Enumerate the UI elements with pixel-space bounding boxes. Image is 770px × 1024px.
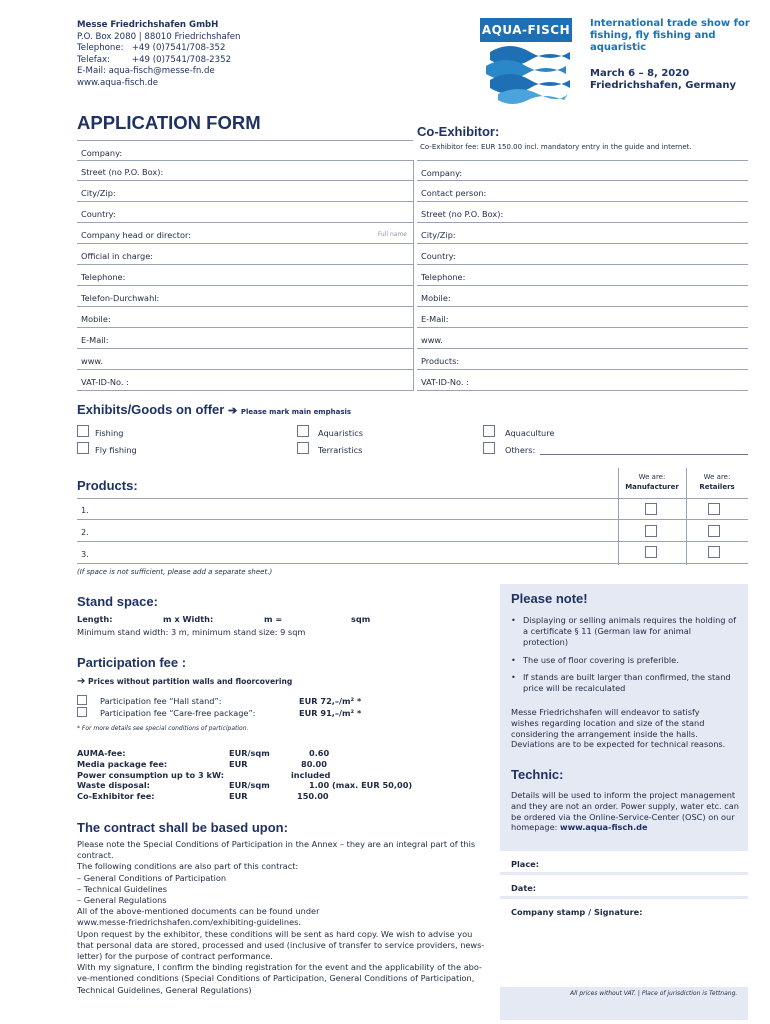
aquaristics-checkbox[interactable] <box>297 425 309 437</box>
exhibitor-field-11-label: www. <box>81 356 103 366</box>
stand-length-label: Length: <box>77 614 113 624</box>
text-line: wishes regarding location and size of the stand <box>511 717 705 728</box>
place-field[interactable] <box>500 851 748 872</box>
coexhibitor-field-4[interactable] <box>417 223 748 244</box>
aqua-fisch-logo <box>480 18 572 104</box>
fee-row <box>77 791 417 802</box>
care-free-label: Participation fee “Care-free package”: <box>100 708 256 718</box>
org-email: E-Mail: aqua-fisch@messe-fn.de <box>77 66 215 77</box>
coexhibitor-field-9[interactable] <box>417 328 748 349</box>
exhibitor-field-6[interactable] <box>77 244 413 265</box>
exhibitor-field-9-label: Mobile: <box>81 314 111 324</box>
product-3-manufacturer-checkbox[interactable] <box>645 546 657 558</box>
fee-row <box>77 759 417 770</box>
retailers-label: Retailers <box>699 483 735 491</box>
exhibitor-field-4-label: Country: <box>81 209 116 219</box>
text-line: Please note the Special Conditions of Participation in the Annex – they are an integral part of this <box>77 839 476 849</box>
text-line: – General Regulations <box>77 895 167 906</box>
coexhibitor-field-7-label: Mobile: <box>421 293 451 303</box>
contract-title: The contract shall be based upon: <box>77 820 288 835</box>
note-bullet-2-marker: • <box>511 655 516 665</box>
terraristics-checkbox[interactable] <box>297 442 309 454</box>
product-row-1-label: 1. <box>81 505 89 515</box>
text-line: Displaying or selling animals requires the holding of <box>523 615 736 625</box>
care-free-price: EUR 91,–/m² * <box>299 708 362 718</box>
fees-table <box>77 748 417 802</box>
coexhibitor-fee-note: Co-Exhibitor fee: EUR 150.00 incl. mandatory entry in the guide and internet. <box>420 143 692 151</box>
others-checkbox[interactable] <box>483 442 495 454</box>
fee-label: Power consumption up to 3 kW: <box>77 769 225 780</box>
coexhibitor-field-8[interactable] <box>417 307 748 328</box>
contract-text <box>77 839 497 996</box>
product-3-retailer-checkbox[interactable] <box>708 546 720 558</box>
coexhibitor-field-1[interactable] <box>417 160 748 181</box>
exhibitor-field-5[interactable] <box>77 223 413 244</box>
coexhibitor-field-2-label: Contact person: <box>421 188 487 198</box>
participation-footnote: * For more details see special conditions of participation. <box>77 725 249 732</box>
text-line: that personal data are stored, processed and used (inclusive of transfer to service providers, news- <box>77 939 485 950</box>
column-divider <box>413 160 414 391</box>
date-label: Date: <box>511 883 537 893</box>
product-1-manufacturer-checkbox[interactable] <box>645 503 657 515</box>
fee-value: 150.00 <box>297 791 329 802</box>
text-line: Details will be used to inform the project management <box>511 790 736 800</box>
fly-fishing-checkbox[interactable] <box>77 442 89 454</box>
note-bullet-2 <box>523 655 679 666</box>
coexhibitor-field-5[interactable] <box>417 244 748 265</box>
participation-title: Participation fee : <box>77 655 187 670</box>
fee-value: 0.60 <box>309 748 330 758</box>
fee-unit: EUR/sqm <box>229 748 270 758</box>
aquaculture-label: Aquaculture <box>505 428 555 438</box>
please-note-title: Please note! <box>511 591 588 606</box>
exhibitor-field-10-label: E-Mail: <box>81 335 109 345</box>
exhibitor-field-2[interactable] <box>77 160 413 181</box>
homepage-label: homepage: <box>511 822 558 832</box>
footer-note: All prices without VAT. | Place of jurisdiction is Tettnang. <box>570 990 738 997</box>
coexhibitor-field-6-label: Telephone: <box>421 272 466 282</box>
fee-label: Co-Exhibitor fee: <box>77 791 155 802</box>
coexhibitor-field-1-label: Company: <box>421 168 463 178</box>
exhibitor-field-8-label: Telefon-Durchwahl: <box>81 293 160 303</box>
exhibitor-field-2-label: Street (no P.O. Box): <box>81 167 164 177</box>
wave-logo-icon <box>480 42 572 104</box>
product-row-3-label: 3. <box>81 549 89 559</box>
text-line: Upon request by the exhibitor, these conditions will be sent as hard copy. We wish to advise you <box>77 928 473 939</box>
others-label: Others: <box>505 445 536 455</box>
text-line: The use of floor covering is preferible. <box>523 655 679 665</box>
product-row-2-label: 2. <box>81 527 89 537</box>
technic-title: Technic: <box>511 767 564 782</box>
note-bullet-3-marker: • <box>511 672 516 682</box>
fee-value: 1.00 (max. EUR 50,00) <box>309 780 413 791</box>
note-bullet-1-marker: • <box>511 615 516 625</box>
exhibitor-field-7[interactable] <box>77 265 413 286</box>
technic-text <box>511 790 739 822</box>
exhibitor-field-1[interactable] <box>77 140 413 161</box>
show-location: Friedrichshafen, Germany <box>590 80 736 91</box>
coexhibitor-title: Co-Exhibitor: <box>417 124 500 139</box>
fee-label: AUMA-fee: <box>77 748 126 758</box>
org-telefax: Telefax: +49 (0)7541/708-2352 <box>77 54 232 65</box>
fee-unit: EUR <box>229 791 248 802</box>
text-line: If stands are built larger than confirmed, the stand <box>523 672 731 682</box>
coexhibitor-field-11[interactable] <box>417 370 748 391</box>
terraristics-label: Terraristics <box>318 445 363 455</box>
note-bullet-3 <box>523 672 731 694</box>
text-line: and they are not an order. Power supply, water etc. can <box>511 800 739 811</box>
exhibits-title-text: Exhibits/Goods on offer <box>77 402 225 417</box>
exhibitor-field-9[interactable] <box>77 307 413 328</box>
stand-space-title: Stand space: <box>77 594 158 609</box>
signature-field[interactable] <box>500 899 748 987</box>
show-date-range: March 6 – 8, 2020 <box>590 68 690 79</box>
text-line: letter) for the purpose of contract performance. <box>77 951 273 962</box>
stand-minimum: Minimum stand width: 3 m, minimum stand size: 9 sqm <box>77 627 306 637</box>
text-line: a certificate § 11 (German law for animal <box>523 625 692 636</box>
text-line: Deviations are to be expected for technical reasons. <box>511 739 726 750</box>
organizer-address <box>77 20 240 90</box>
text-line: price will be recalculated <box>523 682 626 693</box>
org-telephone: Telephone: +49 (0)7541/708-352 <box>77 43 226 54</box>
coexhibitor-field-10-label: Products: <box>421 356 460 366</box>
text-line: protection) <box>523 636 569 647</box>
fishing-checkbox[interactable] <box>77 425 89 437</box>
fee-row <box>77 780 417 791</box>
hall-stand-price: EUR 72,–/m² * <box>299 696 362 706</box>
coexhibitor-field-10[interactable] <box>417 349 748 370</box>
text-line: The following conditions are also part of this contract: <box>77 861 299 872</box>
coexhibitor-field-9-label: www. <box>421 335 443 345</box>
fee-row <box>77 770 417 781</box>
text-line: – Technical Guidelines <box>77 883 167 894</box>
exhibitor-field-3-label: City/Zip: <box>81 188 116 198</box>
hall-stand-label: Participation fee “Hall stand”: <box>100 696 222 706</box>
fee-unit: EUR/sqm <box>229 780 270 791</box>
exhibitor-field-12-label: VAT-ID-No. : <box>81 377 129 387</box>
exhibits-title <box>77 402 351 417</box>
product-2-retailer-checkbox[interactable] <box>708 525 720 537</box>
org-postal: P.O. Box 2080 | 88010 Friedrichshafen <box>77 31 241 42</box>
exhibitor-field-11[interactable] <box>77 349 413 370</box>
fee-unit: EUR <box>229 758 248 769</box>
text-line: be ordered via the Online-Service-Center (OSC) on our <box>511 811 735 822</box>
text-line: ve-mentioned conditions (Special Conditions of Participation, General Conditions of Participation, <box>77 973 475 984</box>
manufacturer-header <box>618 472 686 492</box>
date-field[interactable] <box>500 875 748 896</box>
text-line: All of the above-mentioned documents can be found under <box>77 906 320 917</box>
manufacturer-we-are: We are: <box>638 473 666 481</box>
exhibitor-field-5-label: Company head or director: <box>81 230 191 240</box>
stamp-label: Company stamp / Signature: <box>511 907 643 917</box>
products-title: Products: <box>77 478 138 493</box>
org-name: Messe Friedrichshafen GmbH <box>77 20 219 30</box>
coexhibitor-field-3[interactable] <box>417 202 748 223</box>
stand-sqm-label: sqm <box>351 614 371 624</box>
stand-width-label: m x Width: <box>163 614 214 624</box>
text-line: Technical Guidelines, General Regulations) <box>77 984 252 995</box>
exhibitor-field-3[interactable] <box>77 181 413 202</box>
participation-sub <box>77 676 292 687</box>
exhibitor-field-12[interactable] <box>77 370 413 391</box>
stand-equals-label: m = <box>264 614 283 624</box>
fee-value: included <box>291 769 331 780</box>
manufacturer-label: Manufacturer <box>625 483 679 491</box>
aquaculture-checkbox[interactable] <box>483 425 495 437</box>
fishing-label: Fishing <box>95 428 124 438</box>
exhibitor-field-6-label: Official in charge: <box>81 251 154 261</box>
care-free-checkbox[interactable] <box>77 707 87 717</box>
exhibitor-field-1-label: Company: <box>81 148 123 158</box>
exhibits-hint: Please mark main emphasis <box>240 408 352 416</box>
product-2-manufacturer-checkbox[interactable] <box>645 525 657 537</box>
fee-label: Waste disposal: <box>77 780 150 791</box>
text-line: www.messe-friedrichshafen.com/exhibiting-guidelines. <box>77 917 302 928</box>
coexhibitor-field-6[interactable] <box>417 265 748 286</box>
full-name-hint: Full name <box>377 231 407 238</box>
text-line: contract. <box>77 850 114 861</box>
arrow-right-icon: ➔ <box>77 676 86 687</box>
coexhibitor-field-8-label: E-Mail: <box>421 314 449 324</box>
coexhibitor-field-11-label: VAT-ID-No. : <box>421 377 469 387</box>
coexhibitor-field-3-label: Street (no P.O. Box): <box>421 209 504 219</box>
place-label: Place: <box>511 859 540 869</box>
retailers-header <box>686 472 748 492</box>
products-note: (If space is not sufficient, please add a separate sheet.) <box>77 568 273 576</box>
coexhibitor-field-7[interactable] <box>417 286 748 307</box>
fly-fishing-label: Fly fishing <box>95 445 137 455</box>
retailers-we-are: We are: <box>703 473 731 481</box>
fee-label: Media package fee: <box>77 758 168 769</box>
technic-homepage <box>511 822 648 833</box>
text-line: Messe Friedrichshafen will endeavor to satisfy <box>511 707 700 717</box>
coexhibitor-field-5-label: Country: <box>421 251 456 261</box>
fee-value: 80.00 <box>301 758 327 769</box>
aquaristics-label: Aquaristics <box>318 428 364 438</box>
show-dates <box>590 68 760 92</box>
coexhibitor-field-4-label: City/Zip: <box>421 230 456 240</box>
participation-sub-text: Prices without partition walls and floorcovering <box>88 677 293 686</box>
others-input[interactable] <box>540 454 748 455</box>
show-tagline: International trade show for fishing, fly fishing and aquaristic <box>590 18 750 53</box>
logo-text: AQUA-FISCH <box>480 18 572 42</box>
homepage-link[interactable]: www.aqua-fisch.de <box>560 822 648 832</box>
exhibitor-field-8[interactable] <box>77 286 413 307</box>
product-1-retailer-checkbox[interactable] <box>708 503 720 515</box>
fee-row <box>77 748 417 759</box>
text-line: – General Conditions of Participation <box>77 872 227 883</box>
text-line: considering the arrangement inside the halls. <box>511 728 698 739</box>
text-line: With my signature, I confirm the binding registration for the event and the applicability of the abo- <box>77 962 482 973</box>
note-paragraph <box>511 707 725 750</box>
coexhibitor-field-2[interactable] <box>417 181 748 202</box>
org-web: www.aqua-fisch.de <box>77 77 159 88</box>
note-bullet-1 <box>523 615 736 647</box>
form-title: APPLICATION FORM <box>77 112 261 133</box>
hall-stand-checkbox[interactable] <box>77 695 87 705</box>
exhibitor-field-4[interactable] <box>77 202 413 223</box>
exhibitor-field-7-label: Telephone: <box>81 272 126 282</box>
exhibitor-field-10[interactable] <box>77 328 413 349</box>
arrow-right-icon: ➔ <box>227 405 238 417</box>
